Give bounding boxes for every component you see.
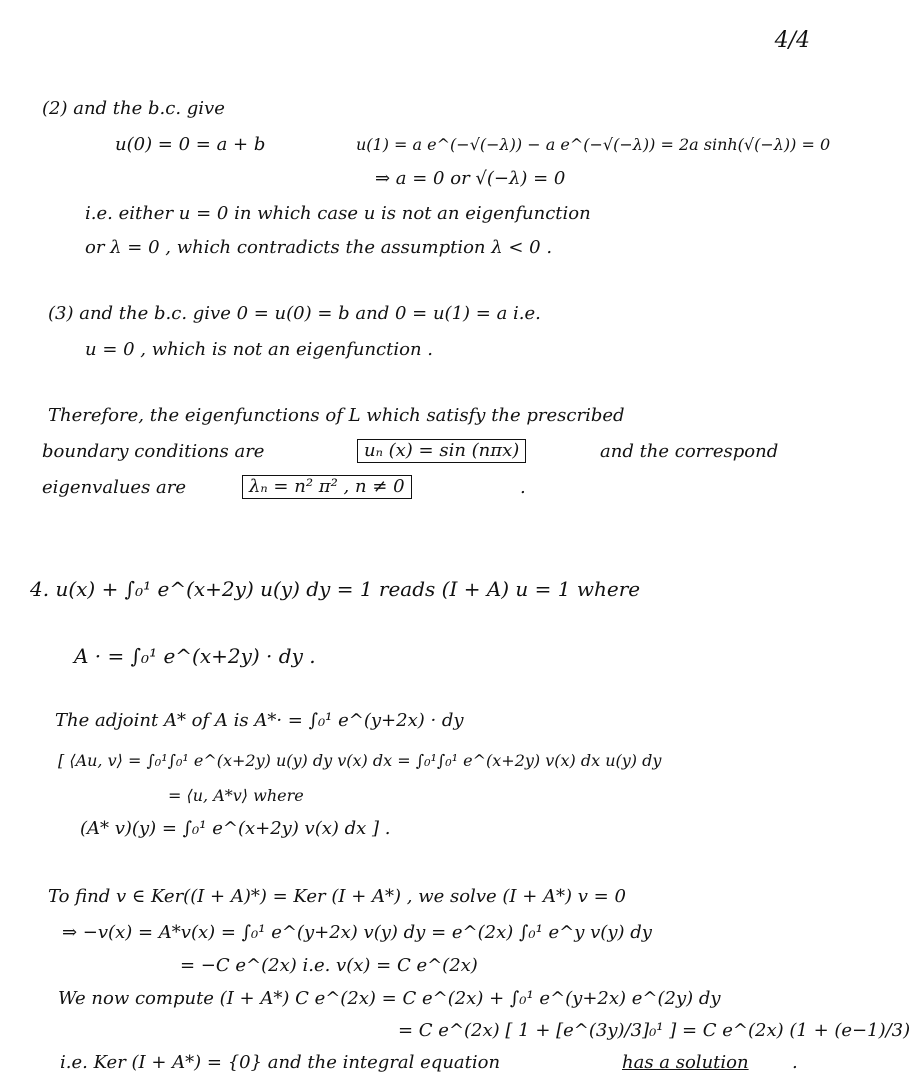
eigenvalue-box: λₙ = n² π² , n ≠ 0 — [242, 475, 412, 499]
case-2-heading: (2) and the b.c. give — [42, 98, 225, 119]
case-2-u0: u(0) = 0 = a + b — [115, 134, 266, 155]
eigenvalue-period: . — [520, 477, 526, 498]
correspond-text: and the correspond — [600, 441, 779, 462]
case-2-u1: u(1) = a e^(−√(−λ)) − a e^(−√(−λ)) = 2a sinh(√(−λ)) = 0 — [356, 135, 831, 154]
kernel-solution: = −C e^(2x) i.e. v(x) = C e^(2x) — [180, 955, 478, 976]
compute-result: = C e^(2x) [ 1 + [e^(3y)/3]₀¹ ] = C e^(2x) (1 + (e−1)/3) — [398, 1020, 910, 1041]
boundary-conditions-line: boundary conditions are — [42, 441, 265, 462]
problem-4-equation: 4. u(x) + ∫₀¹ e^(x+2y) u(y) dy = 1 reads (I + A) u = 1 where — [30, 577, 641, 601]
compute-line: We now compute (I + A*) C e^(2x) = C e^(2x) + ∫₀¹ e^(y+2x) e^(2y) dy — [58, 988, 721, 1009]
case-2-or: or λ = 0 , which contradicts the assumption λ < 0 . — [85, 237, 553, 258]
adjoint-inner-product: = ⟨u, A*v⟩ where — [168, 786, 304, 805]
has-a-solution: has a solution — [622, 1052, 749, 1073]
adjoint-action: (A* v)(y) = ∫₀¹ e^(x+2y) v(x) dx ] . — [80, 818, 391, 839]
adjoint-definition: The adjoint A* of A is A*· = ∫₀¹ e^(y+2x) · dy — [55, 710, 464, 731]
case-2-either: i.e. either u = 0 in which case u is not an eigenfunction — [85, 203, 591, 224]
conclusion-line: i.e. Ker (I + A*) = {0} and the integral equation — [60, 1052, 501, 1073]
final-period: . — [792, 1052, 798, 1073]
kernel-problem: To find v ∈ Ker((I + A)*) = Ker (I + A*) , we solve (I + A*) v = 0 — [48, 886, 626, 907]
case-3-conclusion: u = 0 , which is not an eigenfunction . — [85, 339, 434, 360]
eigenvalues-text: eigenvalues are — [42, 477, 187, 498]
case-2-implies: ⇒ a = 0 or √(−λ) = 0 — [375, 168, 566, 189]
case-3-heading: (3) and the b.c. give 0 = u(0) = b and 0 = u(1) = a i.e. — [48, 303, 541, 324]
kernel-equation: ⇒ −v(x) = A*v(x) = ∫₀¹ e^(y+2x) v(y) dy = e^(2x) ∫₀¹ e^y v(y) dy — [62, 922, 652, 943]
therefore-line: Therefore, the eigenfunctions of L which satisfy the prescribed — [48, 405, 625, 426]
page-number: 4/4 — [774, 28, 810, 53]
operator-A-definition: A · = ∫₀¹ e^(x+2y) · dy . — [74, 644, 316, 668]
adjoint-derivation: [ ⟨Au, v⟩ = ∫₀¹∫₀¹ e^(x+2y) u(y) dy v(x) dx = ∫₀¹∫₀¹ e^(x+2y) v(x) dx u(y) dy — [58, 751, 662, 770]
eigenfunction-box: uₙ (x) = sin (nπx) — [357, 439, 526, 463]
